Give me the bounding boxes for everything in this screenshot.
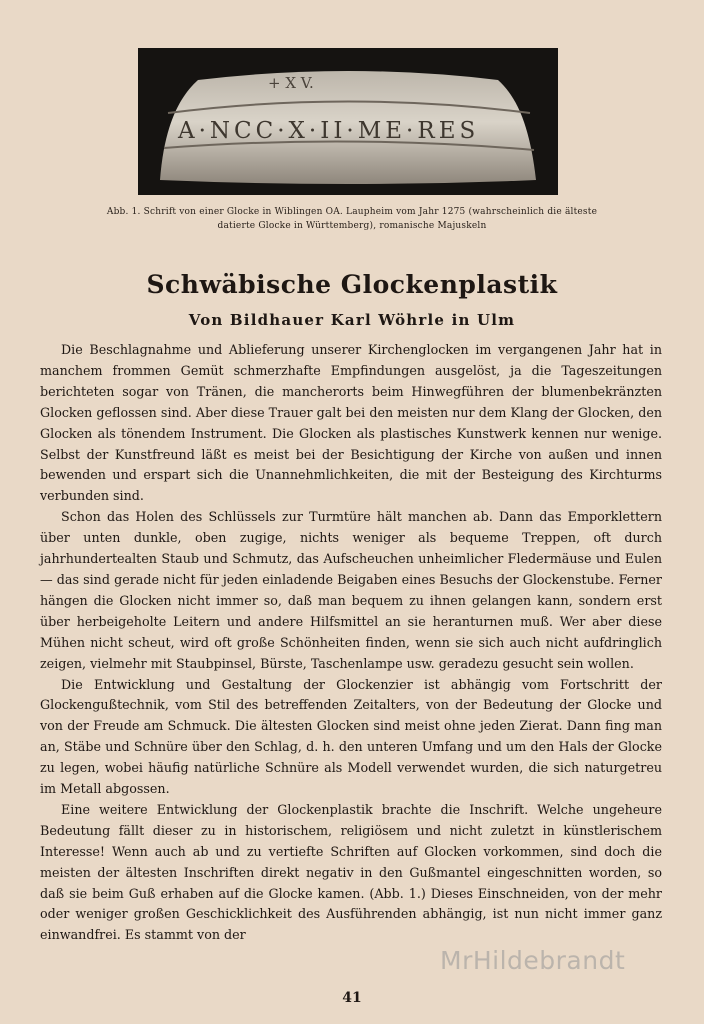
- article-paragraph: Die Beschlagnahme und Ablieferung unserer Kirchenglocken im vergangenen Jahr hat in manchem frommen Gemüt schmerzhafte Empfindungen ausgelöst, ja die Tageszeitungen berichteten sogar von Tränen, die mancherorts beim Hinwegführen der blumenbekränzten Glocken geflossen sind. Aber diese Trauer galt bei den meisten nur dem Klang der Glocken, den Glocken als tönendem Instrument. Die Glocken als plastisches Kunstwerk kennen nur wenige. Selbst der Kunstfreund läßt es meist bei der Besichtigung der Kirche von außen und innen bewenden und erspart sich die Unannehmlichkeiten, die mit der Besteigung des Kirchturms verbunden sind.: [40, 342, 662, 504]
- article-byline: Von Bildhauer Karl Wöhrle in Ulm: [188, 311, 516, 329]
- article-title: Schwäbische Glockenplastik: [146, 270, 558, 299]
- inscription-band-text: A·NCC·X·II·ME·RES: [178, 118, 480, 144]
- article-paragraph: Eine weitere Entwicklung der Glockenplastik brachte die Inschrift. Welche ungeheure Bedeutung fällt dieser zu in historischem, religiösem und nicht zuletzt in künstlerischem Interesse! Wenn auch ab und zu vertiefte Schriften auf Glocken vorkommen, sind doch die meisten der ältesten Inschriften direkt negativ in den Gußmantel eingeschnitten worden, so daß sie beim Guß erhaben auf die Glocke kamen. (Abb. 1.) Dieses Einschneiden, von der mehr oder weniger großen Geschicklichkeit des Ausführenden abhängig, ist nun nicht immer ganz einwandfrei. Es stammt von der: [40, 801, 662, 943]
- figure-caption-line: Abb. 1. Schrift von einer Glocke in Wiblingen OA. Laupheim vom Jahr 1275 (wahrscheinlich die älteste: [106, 207, 598, 217]
- figure-caption-line: datierte Glocke in Württemberg), romanische Majuskeln: [217, 221, 487, 231]
- bell-inscription-photo: [138, 48, 558, 195]
- inscription-top-text: + X V.: [268, 74, 314, 92]
- page-number: 41: [342, 990, 362, 1006]
- bell-fragment-image: [138, 48, 558, 195]
- article-paragraph: Schon das Holen des Schlüssels zur Turmtüre hält manchen ab. Dann das Emporklettern über unten dunkle, oben zugige, nichts weniger als bequeme Treppen, oft durch jahrhundertealten Staub und Schmutz, das Aufscheuchen unheimlicher Fledermäuse und Eulen — das sind gerade nicht für jeden einladende Beigaben eines Besuchs der Glockenstube. Ferner hängen die Glocken nicht immer so, daß man bequem zu ihnen gelangen kann, sondern erst über herbeigeholte Leitern und andere Hilfsmittel an sie heranturnen muß. Wer aber diese Mühen nicht scheut, wird oft große Schönheiten finden, wenn sie sich auch nicht aufdringlich zeigen, vielmehr mit Staubpinsel, Bürste, Taschenlampe usw. geradezu gesucht sein wollen.: [40, 509, 662, 671]
- article-body: [40, 340, 662, 946]
- figure-caption: [36, 205, 668, 233]
- watermark: MrHildebrandt: [440, 946, 626, 975]
- article-paragraph: Die Entwicklung und Gestaltung der Glockenzier ist abhängig vom Fortschritt der Glockengußtechnik, vom Stil des betreffenden Zeitalters, von der Bedeutung der Glocke und von der Freude am Schmuck. Die ältesten Glocken sind meist ohne jeden Zierat. Dann fing man an, Stäbe und Schnüre über den Schlag, d. h. den unteren Umfang und um den Hals der Glocke zu legen, wobei häufig natürliche Schnüre als Modell verwendet wurden, die sich naturgetreu im Metall abgossen.: [40, 676, 662, 797]
